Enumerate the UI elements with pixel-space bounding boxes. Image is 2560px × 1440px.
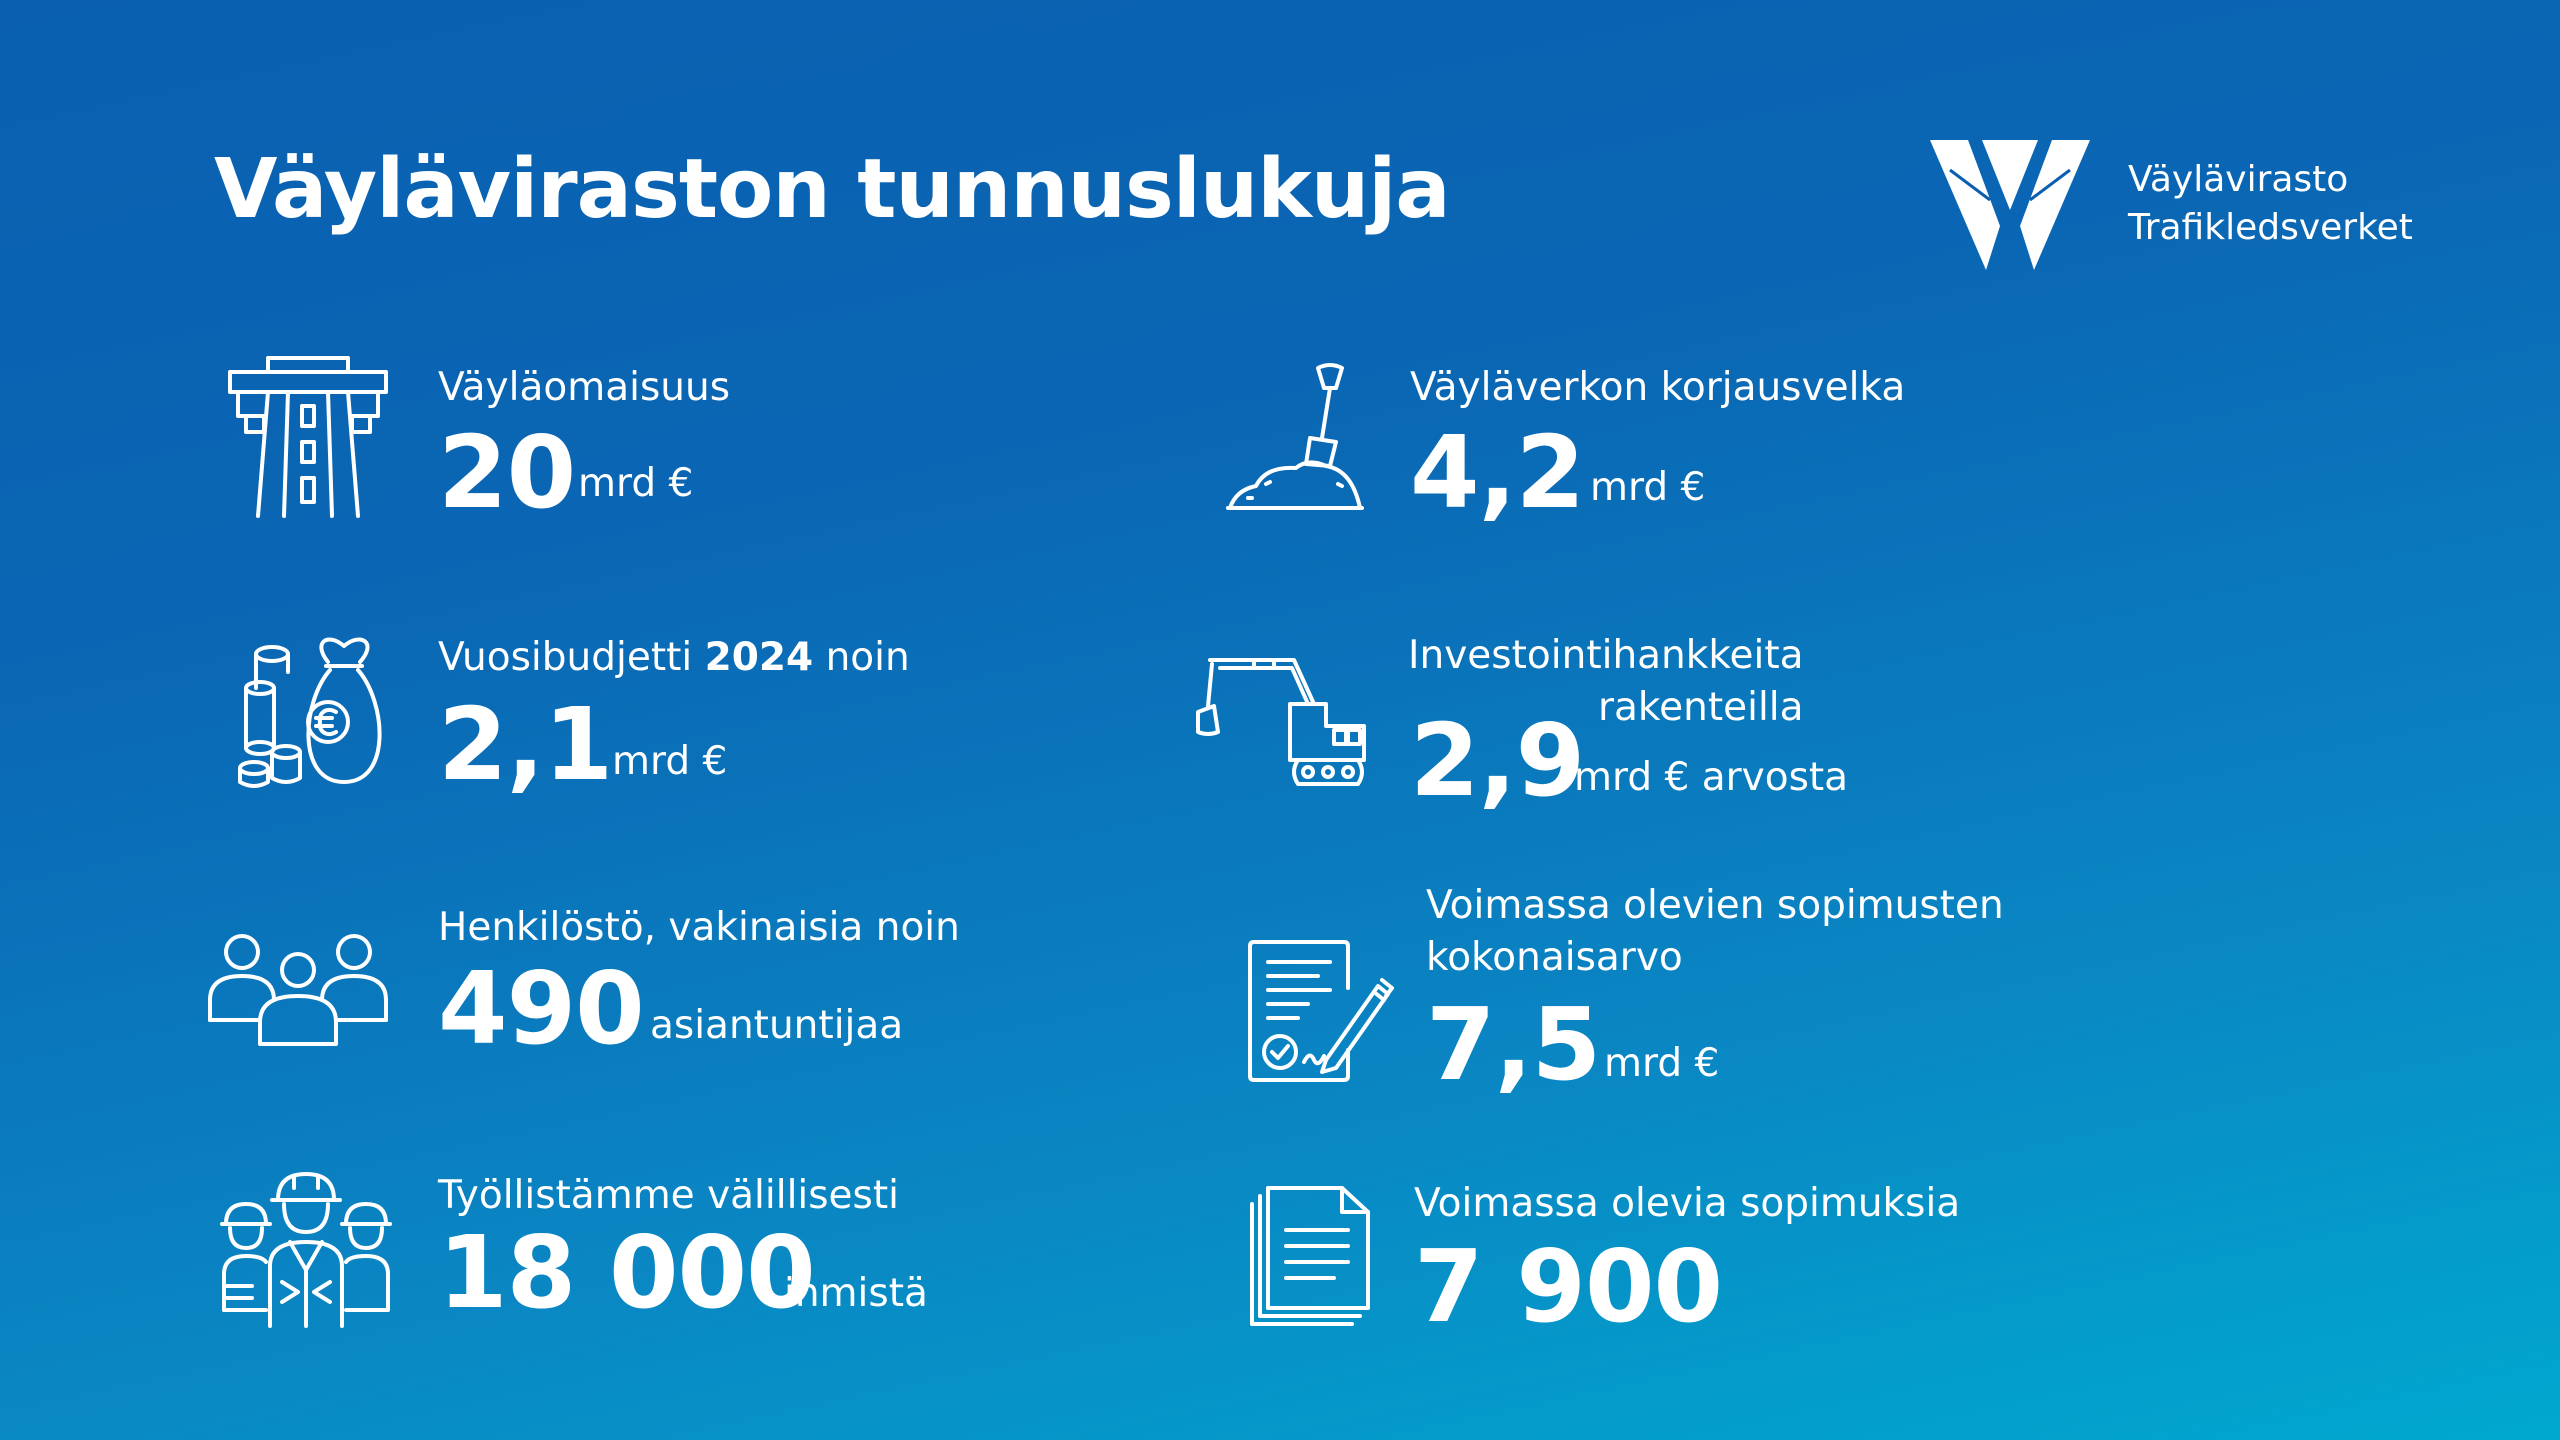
vaylavirasto-logo-icon	[1930, 140, 2090, 270]
label-investointi-line1: Investointihankkeita	[1408, 633, 1804, 678]
documents-icon	[1248, 1184, 1372, 1328]
label-korjausvelka: Väyläverkon korjausvelka	[1410, 365, 1906, 410]
money-bag-icon	[232, 632, 392, 792]
workers-icon	[222, 1170, 390, 1328]
value-vuosibudjetti: 2,1	[438, 686, 613, 803]
unit-korjausvelka: mrd €	[1590, 465, 1706, 510]
label-vuosibudjetti-pre: Vuosibudjetti	[438, 635, 705, 680]
label-tyollistamme: Työllistämme välillisesti	[438, 1173, 899, 1218]
value-investointi: 2,9	[1410, 702, 1585, 819]
value-sopimuksia: 7 900	[1414, 1228, 1723, 1345]
value-henkilosto: 490	[438, 950, 644, 1067]
logo-line-1: Väylävirasto	[2128, 159, 2349, 200]
value-kokonaisarvo: 7,5	[1426, 986, 1601, 1103]
label-kokonaisarvo-line2: kokonaisarvo	[1426, 935, 1683, 980]
label-sopimuksia: Voimassa olevia sopimuksia	[1414, 1181, 1961, 1226]
value-vaylaomaisuus: 20	[438, 414, 576, 531]
label-henkilosto: Henkilöstö, vakinaisia noin	[438, 905, 960, 950]
unit-vaylaomaisuus: mrd €	[578, 461, 694, 506]
logo-line-2: Trafikledsverket	[2128, 207, 2413, 248]
label-kokonaisarvo-line1: Voimassa olevien sopimusten	[1426, 883, 2004, 928]
logo-text	[2128, 156, 2413, 252]
unit-vuosibudjetti: mrd €	[612, 739, 728, 784]
value-tyollistamme: 18 000	[438, 1214, 815, 1331]
label-vaylaomaisuus: Väyläomaisuus	[438, 365, 731, 410]
page-title: Väyläviraston tunnuslukuja	[214, 142, 1450, 237]
value-korjausvelka: 4,2	[1410, 414, 1585, 531]
unit-tyollistamme: ihmistä	[784, 1271, 928, 1316]
people-group-icon	[208, 930, 388, 1045]
label-vuosibudjetti-post: noin	[813, 635, 910, 680]
contract-signing-icon	[1248, 940, 1394, 1082]
unit-kokonaisarvo: mrd €	[1604, 1041, 1720, 1086]
shovel-icon	[1226, 362, 1366, 512]
unit-henkilosto: asiantuntijaa	[650, 1003, 904, 1048]
unit-investointi: mrd € arvosta	[1574, 755, 1849, 800]
label-investointi-line2: rakenteilla	[1598, 685, 1804, 730]
excavator-icon	[1194, 654, 1370, 790]
label-vuosibudjetti-year: 2024	[704, 635, 814, 680]
road-bridge-icon	[228, 356, 388, 516]
label-vuosibudjetti	[438, 632, 910, 684]
